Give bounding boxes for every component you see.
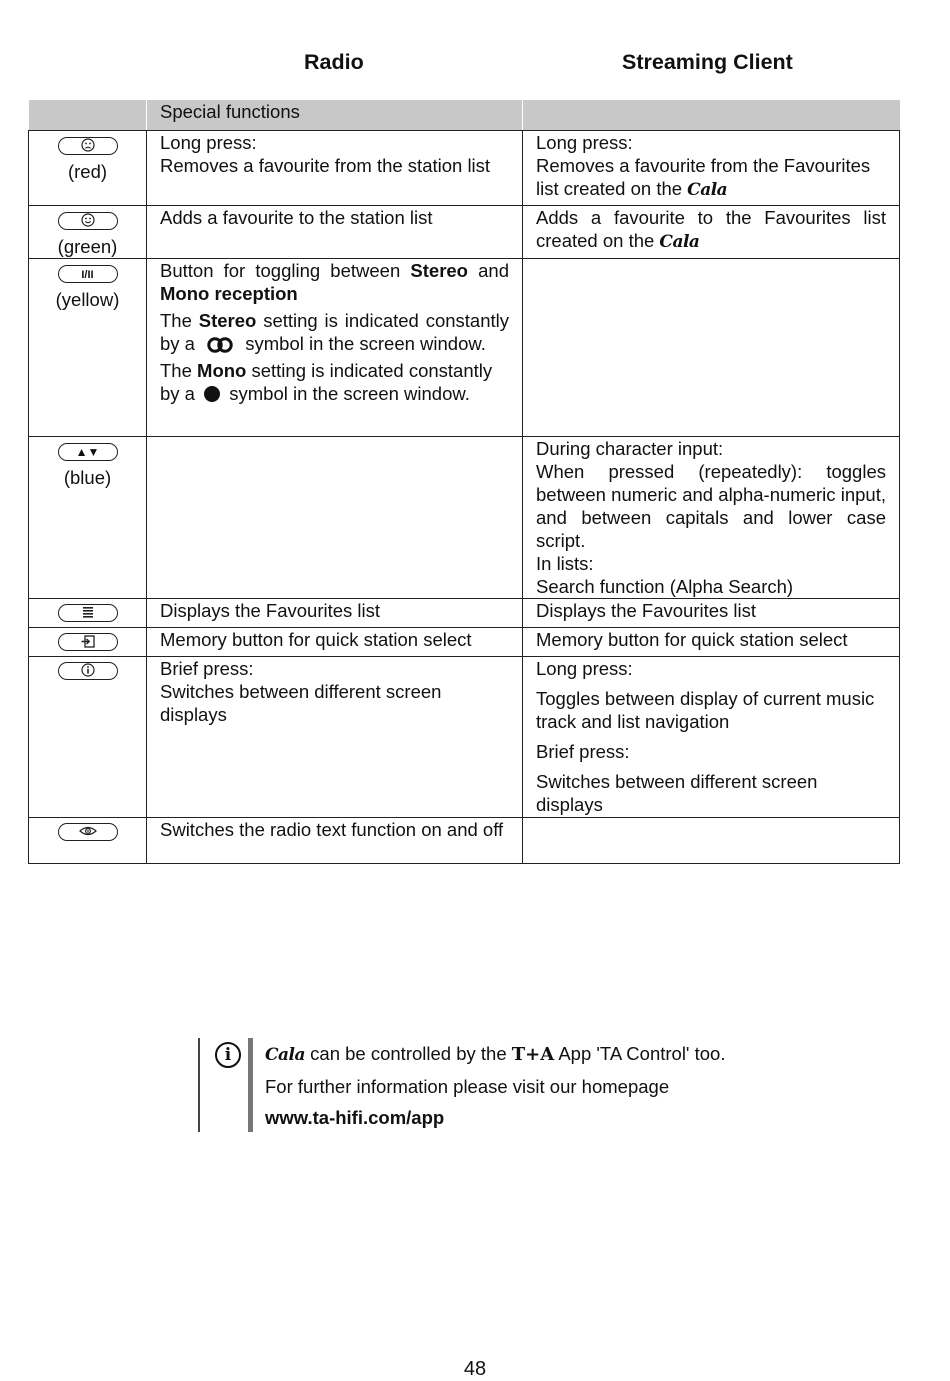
key-cell-red [29,130,147,205]
key-cell-list [29,598,147,627]
stream-cell [523,205,900,258]
cala-logo: Cala [687,179,728,200]
radio-text: The Mono setting is indicated constantly by a symbol in the screen window. [160,359,493,404]
stream-cell [523,598,900,627]
radio-text: Switches the radio text function on and off [160,818,504,840]
cala-logo: Cala [265,1045,306,1065]
stream-text: When pressed (repeatedly): toggles between numeric and alpha-numeric input, and between capitals and lower case script. [536,460,886,551]
radio-text-button [58,823,118,841]
stream-text: Long press: [536,131,633,153]
radio-text: Long press: [160,131,257,153]
list-button [58,604,118,622]
stream-text: In lists: [536,552,594,574]
stream-text: Displays the Favourites list [536,599,757,621]
cala-logo: Cala [659,231,700,252]
stereo-mono-toggle-icon: I/II [81,268,94,281]
radio-cell [147,436,523,598]
radio-text: Displays the Favourites list [160,599,381,621]
table-row [29,656,900,817]
table-row [29,627,900,656]
table-row [29,598,900,627]
stereo-symbol-icon [206,337,234,353]
stream-text: Long press: [536,657,633,679]
key-cell-green [29,205,147,258]
stream-cell [523,436,900,598]
yellow-button [58,265,118,283]
info-button [58,662,118,680]
radio-cell [147,598,523,627]
stream-cell [523,130,900,205]
radio-cell [147,627,523,656]
radio-text: The Stereo setting is indicated constantly by a symbol in the screen window. [160,309,509,354]
green-button [58,212,118,230]
color-label-red: (red) [67,160,108,182]
radio-text: Adds a favourite to the station list [160,206,433,228]
memory-icon [81,635,95,648]
stream-text: Memory button for quick station select [536,628,848,650]
radio-column-header: Radio [304,50,364,74]
streaming-column-header: Streaming Client [622,50,793,74]
section-title: Special functions [147,100,523,130]
note-url-link[interactable]: www.ta-hifi.com/app [265,1107,445,1128]
blue-button [58,443,118,461]
note-left-rule [198,1038,200,1132]
functions-table [28,100,900,864]
sad-face-icon [81,138,95,152]
mono-symbol-icon [204,386,220,402]
table-row [29,205,900,258]
list-icon [82,606,94,618]
stream-text: Removes a favourite from the Favourites list created on the [536,154,871,199]
note-accent-bar [248,1038,253,1132]
radio-text: Button for toggling between Stereo and Mono reception [160,259,509,304]
stream-text: Toggles between display of current music track and list navigation [536,687,875,732]
radio-cell [147,656,523,817]
smiley-face-icon [81,213,95,227]
key-cell-yellow [29,258,147,436]
key-cell-info [29,656,147,817]
stream-cell [523,817,900,863]
page-number: 48 [463,1358,487,1380]
section-header-row [29,100,900,130]
table-row [29,258,900,436]
memory-button [58,633,118,651]
radio-cell [147,258,523,436]
note-line-1: Cala can be controlled by the T+A App 'TA Control' too. [265,1043,726,1065]
eye-icon [79,825,97,837]
info-icon: i [215,1042,241,1068]
table-row [29,436,900,598]
color-label-green: (green) [57,235,118,257]
stream-cell [523,258,900,436]
key-cell-eye [29,817,147,863]
red-button [58,137,118,155]
up-down-arrows-icon: ▲▼ [75,444,100,459]
radio-text: Brief press: [160,657,254,679]
radio-cell [147,205,523,258]
stream-text: Switches between different screen displays [536,770,818,815]
ta-logo: T+A [511,1044,555,1065]
radio-text: Removes a favourite from the station list [160,154,491,176]
note-line-2: For further information please visit our homepage [265,1076,670,1097]
stream-text: Search function (Alpha Search) [536,575,794,597]
stream-text: During character input: [536,437,724,459]
radio-text: Memory button for quick station select [160,628,472,650]
radio-cell [147,130,523,205]
info-note [198,1038,758,1132]
stream-cell [523,627,900,656]
key-cell-memory [29,627,147,656]
radio-text: Switches between different screen displays [160,680,442,725]
note-text [265,1038,725,1133]
info-icon [81,663,95,677]
radio-cell [147,817,523,863]
color-label-yellow: (yellow) [55,288,120,310]
table-row [29,817,900,863]
stream-text: Adds a favourite to the Favourites list created on the [536,206,886,251]
key-cell-blue [29,436,147,598]
table-row [29,130,900,205]
color-label-blue: (blue) [63,466,112,488]
stream-text: Brief press: [536,740,630,762]
stream-cell [523,656,900,817]
